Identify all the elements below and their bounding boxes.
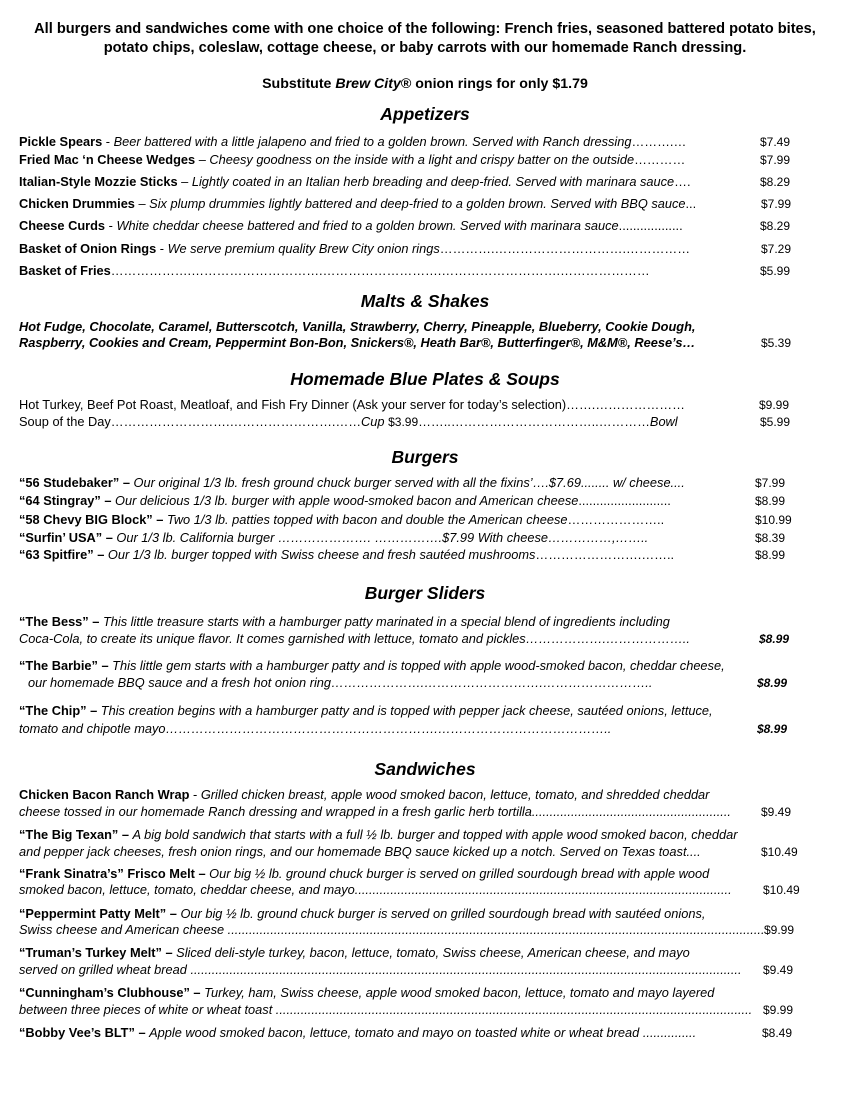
- onion-ring-substitute: Substitute Brew City® onion rings for only $1.79: [262, 76, 588, 92]
- item-price: $8.29: [760, 175, 791, 189]
- item-price: $10.49: [763, 883, 800, 897]
- menu-item: Hot Turkey, Beef Pot Roast, Meatloaf, and Fish Fry Dinner (Ask your server for today’s selection)…….…………………: [19, 397, 685, 412]
- menu-item: “Frank Sinatra’s” Frisco Melt – Our big ½ lb. ground chuck burger is served on grilled sourdough bread with apple wood: [19, 866, 710, 881]
- menu-item: “The Big Texan” – A big bold sandwich that starts with a full ½ lb. burger and topped with apple wood smoked bacon, cheddar: [19, 827, 738, 842]
- shake-flavors-line-2: Raspberry, Cookies and Cream, Peppermint Bon-Bon, Snickers®, Heath Bar®, Butterfinger®, M&M®, Reese’s…: [19, 335, 696, 350]
- item-price: $7.99: [755, 476, 786, 490]
- soup-of-the-day: Soup of the Day……………………….…………………….……Cup $3.99……..……………………………..…………Bowl: [19, 414, 678, 429]
- menu-item: Basket of Onion Rings - We serve premium quality Brew City onion rings………….………………………….……………: [19, 241, 691, 256]
- menu-item-continued: smoked bacon, lettuce, tomato, cheddar cheese, and mayo..........................................................................................................: [19, 882, 732, 897]
- menu-item-continued: served on grilled wheat bread ...........................................................................................................................................................: [19, 962, 742, 977]
- item-price: $7.99: [761, 197, 792, 211]
- item-price: $9.99: [759, 398, 790, 412]
- item-price: $8.99: [755, 548, 786, 562]
- menu-item-continued: cheese tossed in our homemade Ranch dressing and wrapped in a fresh garlic herb tortilla........................................................: [19, 804, 731, 819]
- malts-heading: Malts & Shakes: [360, 291, 490, 311]
- menu-item-continued: between three pieces of white or wheat toast ......................................................................................................................................: [19, 1002, 753, 1017]
- item-price: $8.99: [755, 494, 786, 508]
- sliders-heading: Burger Sliders: [364, 583, 486, 603]
- item-price: $8.99: [759, 632, 790, 646]
- menu-item: Chicken Drummies – Six plump drummies lightly battered and deep-fried to a golden brown. Served with BBQ sauce...: [19, 196, 697, 211]
- burgers-heading: Burgers: [391, 447, 459, 467]
- item-price: $9.99: [764, 923, 795, 937]
- item-price: $5.99: [760, 415, 791, 429]
- menu-item-continued: our homemade BBQ sauce and a fresh hot onion ring………………….……………………….……………………..: [28, 675, 653, 690]
- item-price: $8.99: [757, 722, 788, 736]
- item-price: $8.29: [760, 219, 791, 233]
- menu-item: Fried Mac ‘n Cheese Wedges – Cheesy goodness on the inside with a light and crispy batter on the outside…………: [19, 152, 686, 167]
- menu-item: Cheese Curds - White cheddar cheese battered and fried to a golden brown. Served with marinara sauce..................: [19, 218, 683, 233]
- menu-item: “64 Stingray” – Our delicious 1/3 lb. burger with apple wood-smoked bacon and American cheese..........................: [19, 493, 671, 508]
- menu-item: Italian-Style Mozzie Sticks – Lightly coated in an Italian herb breading and deep-fried. Served with marinara sauce….: [19, 174, 691, 189]
- blue-plates-heading: Homemade Blue Plates & Soups: [290, 369, 560, 389]
- shake-flavors-line-1: Hot Fudge, Chocolate, Caramel, Butterscotch, Vanilla, Strawberry, Cherry, Pineapple, Blueberry, Cookie Dough,: [19, 319, 696, 334]
- item-price: $8.49: [762, 1026, 793, 1040]
- menu-item: Basket of Fries……………….………………………….……………………….……………………….…………………: [19, 263, 650, 278]
- sides-intro: All burgers and sandwiches come with one choice of the following: French fries, seasoned battered potato bites, potato chips, coleslaw, cottage cheese, or baby carrots with our homemade Ranch dressing.: [34, 21, 816, 56]
- menu-item: Pickle Spears - Beer battered with a little jalapeno and fried to a golden brown. Served with Ranch dressing……….…: [19, 134, 687, 149]
- menu-item: “Truman’s Turkey Melt” – Sliced deli-style turkey, bacon, lettuce, tomato, Swiss cheese, American cheese, and mayo: [19, 945, 690, 960]
- menu-item: “63 Spitfire” – Our 1/3 lb. burger topped with Swiss cheese and fresh sautéed mushrooms…………………….……..: [19, 547, 675, 562]
- sandwiches-heading: Sandwiches: [374, 759, 476, 779]
- menu-item: “Bobby Vee’s BLT” – Apple wood smoked bacon, lettuce, tomato and mayo on toasted white or wheat bread ...............: [19, 1025, 697, 1040]
- menu-item: “56 Studebaker” – Our original 1/3 lb. fresh ground chuck burger served with all the fixins’….$7.69........ w/ cheese....: [19, 475, 685, 490]
- menu-item-continued: Swiss cheese and American cheese .......................................................................................................................................................: [19, 922, 765, 937]
- item-price: $9.99: [763, 1003, 794, 1017]
- item-price: $8.99: [757, 676, 788, 690]
- menu-item: “The Bess” – This little treasure starts with a hamburger patty marinated in a special blend of ingredients including: [19, 614, 670, 629]
- item-price: $7.29: [761, 242, 792, 256]
- item-price: $9.49: [763, 963, 794, 977]
- item-price: $10.99: [755, 513, 792, 527]
- menu-item: “Cunningham’s Clubhouse” – Turkey, ham, Swiss cheese, apple wood smoked bacon, lettuce, tomato and mayo layered: [19, 985, 715, 1000]
- menu-item: “The Barbie” – This little gem starts with a hamburger patty and is topped with apple wood-smoked bacon, cheddar cheese,: [19, 658, 725, 673]
- menu-item: “Surfin’ USA” – Our 1/3 lb. California burger …………………. …………….$7.99 With cheese……………,……..: [19, 530, 649, 545]
- item-price: $8.39: [755, 531, 786, 545]
- menu-item-continued: and pepper jack cheeses, fresh onion rings, and our homemade BBQ sauce kicked up a notch. Served on Texas toast....: [19, 844, 701, 859]
- item-price: $5.99: [760, 264, 791, 278]
- menu-item: “58 Chevy BIG Block” – Two 1/3 lb. patties topped with bacon and double the American cheese…………………..: [19, 512, 665, 527]
- item-price: $7.49: [760, 135, 791, 149]
- appetizers-heading: Appetizers: [380, 104, 470, 124]
- item-price: $5.39: [761, 336, 792, 350]
- menu-item: Chicken Bacon Ranch Wrap - Grilled chicken breast, apple wood smoked bacon, lettuce, tomato, and shredded cheddar: [19, 787, 710, 802]
- menu-item-continued: Coca-Cola, to create its unique flavor. It comes garnished with lettuce, tomato and pickles……………….………………..: [19, 631, 690, 646]
- menu-item: “The Chip” – This creation begins with a hamburger patty and is topped with pepper jack cheese, sautéed onions, lettuce,: [19, 703, 713, 718]
- item-price: $10.49: [761, 845, 798, 859]
- menu-item-continued: tomato and chipotle mayo……………………………………………………….…………………………………..: [19, 721, 612, 736]
- menu-item: “Peppermint Patty Melt” – Our big ½ lb. ground chuck burger is served on grilled sourdough bread with sautéed onions,: [19, 906, 706, 921]
- item-price: $7.99: [760, 153, 791, 167]
- item-price: $9.49: [761, 805, 792, 819]
